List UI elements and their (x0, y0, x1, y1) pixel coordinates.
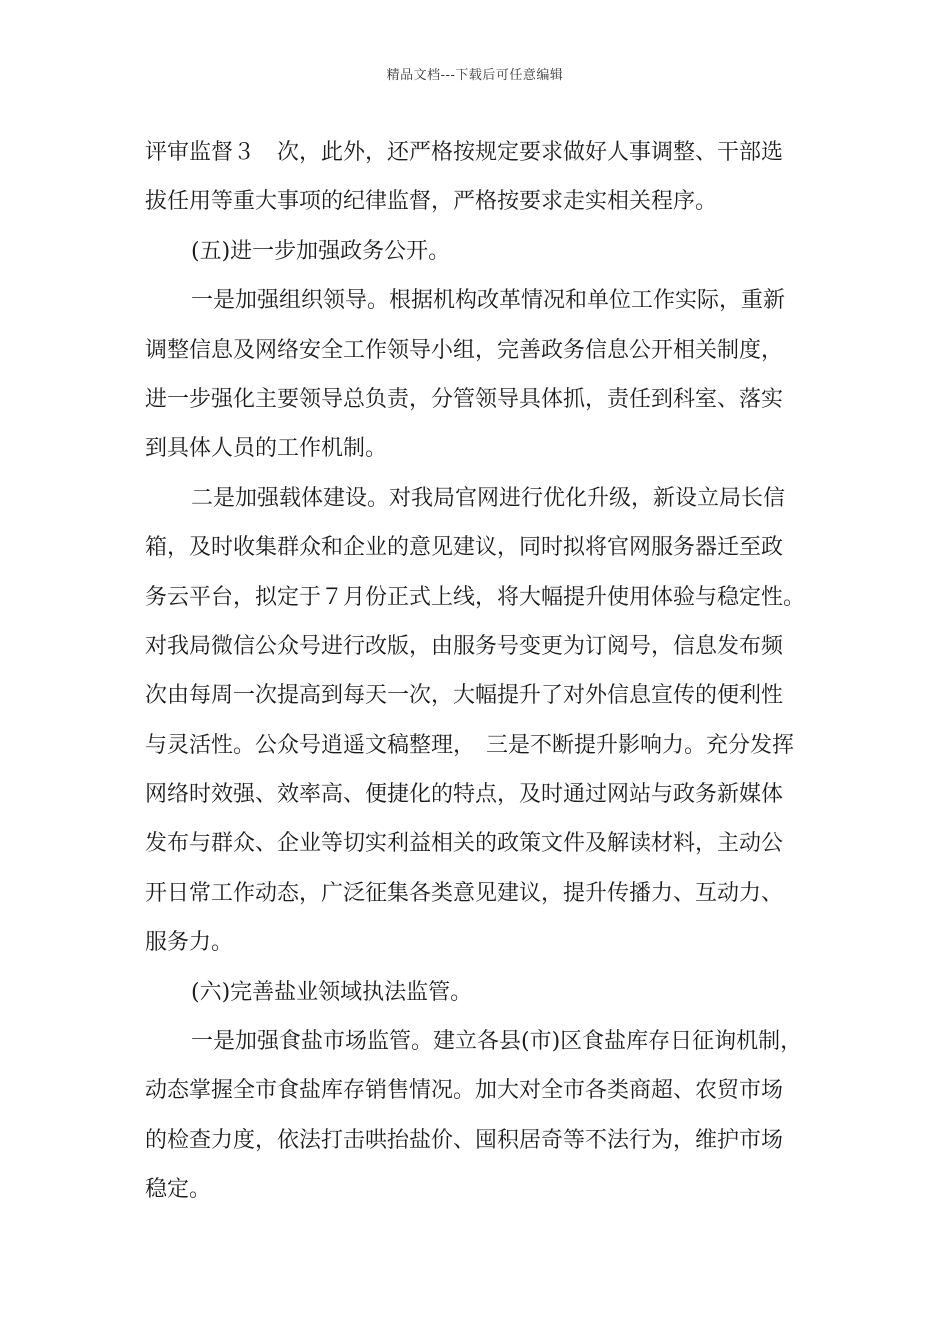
text-line: 一是加强组织领导。根据机构改革情况和单位工作实际，重新 (191, 288, 786, 314)
page-header: 精品文档---下载后可任意编辑 (386, 68, 564, 83)
text-line: 进一步强化主要领导总负责，分管领导具体抓，责任到科室、落实 (145, 386, 784, 412)
text-line: 务云平台，拟定于７月份正式上线，将大幅提升使用体验与稳定性。 (145, 584, 806, 610)
text-line: 服务力。 (145, 930, 234, 956)
text-line: 与灵活性。公众号逍遥文稿整理， 三是不断提升影响力。充分发挥 (145, 732, 795, 758)
text-line: 到具体人员的工作机制。 (145, 436, 388, 462)
text-line: 一是加强食盐市场监管。建立各县(市)区食盐库存日征询机制， (191, 1029, 803, 1055)
section-heading: (五)进一步加强政务公开。 (191, 238, 451, 264)
document-body (145, 128, 813, 1215)
text-line: 对我局微信公众号进行改版，由服务号变更为订阅号，信息发布频 (145, 633, 784, 659)
text-line: 开日常工作动态，广泛征集各类意见建议，提升传播力、互动力、 (145, 880, 784, 906)
text-line: 调整信息及网络安全工作领导小组，完善政务信息公开相关制度， (145, 337, 784, 363)
text-line: 发布与群众、企业等切实利益相关的政策文件及解读材料，主动公 (145, 831, 784, 857)
text-line: 二是加强载体建设。对我局官网进行优化升级，新设立局长信 (191, 485, 786, 511)
section-heading: (六)完善盐业领域执法监管。 (191, 979, 473, 1005)
text-line: 动态掌握全市食盐库存销售情况。加大对全市各类商超、农贸市场 (145, 1078, 784, 1104)
text-line: 稳定。 (145, 1177, 212, 1203)
text-line: 次由每周一次提高到每天一次，大幅提升了对外信息宣传的便利性 (145, 683, 784, 709)
text-line: 拔任用等重大事项的纪律监督，严格按要求走实相关程序。 (145, 189, 718, 215)
text-line: 网络时效强、效率高、便捷化的特点，及时通过网站与政务新媒体 (145, 782, 784, 808)
text-line: 评审监督３ 次，此外，还严格按规定要求做好人事调整、干部选 (145, 140, 784, 165)
text-line: 箱，及时收集群众和企业的意见建议，同时拟将官网服务器迁至政 (145, 535, 784, 561)
text-line: 的检查力度，依法打击哄抬盐价、囤积居奇等不法行为，维护市场 (145, 1127, 784, 1153)
